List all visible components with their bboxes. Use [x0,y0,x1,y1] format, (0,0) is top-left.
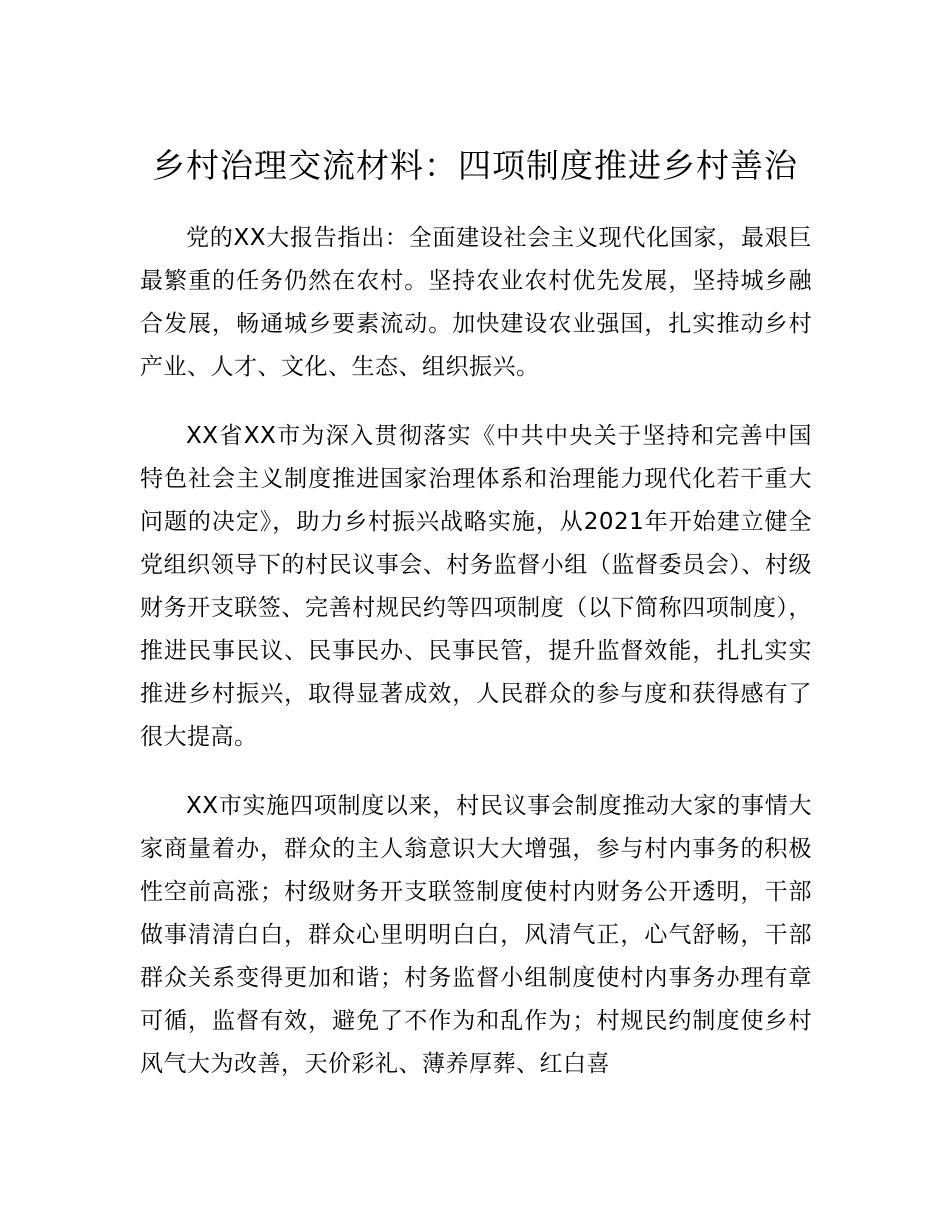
document-body [140,217,812,1112]
document-title: 乡村治理交流材料：四项制度推进乡村善治 [152,146,798,185]
paragraph-3: XX市实施四项制度以来，村民议事会制度推动大家的事情大家商量着办，群众的主人翁意识大大增强，参与村内事务的积极性空前高涨；村级财务开支联签制度使村内财务公开透明，干部做事清清白白，群众心里明明白白，风清气正，心气舒畅，干部群众关系变得更加和谐；村务监督小组制度使村内事务办理有章可循，监督有效，避免了不作为和乱作为；村规民约制度使乡村风气大为改善，天价彩礼、薄养厚葬、红白喜 [140,793,812,1077]
paragraph-1: 党的XX大报告指出：全面建设社会主义现代化国家，最艰巨最繁重的任务仍然在农村。坚持农业农村优先发展，坚持城乡融合发展，畅通城乡要素流动。加快建设农业强国，扎实推动乡村产业、人才、文化、生态、组织振兴。 [140,225,812,380]
paragraph-2: XX省XX市为深入贯彻落实《中共中央关于坚持和完善中国特色社会主义制度推进国家治理体系和治理能力现代化若干重大问题的决定》，助力乡村振兴战略实施，从2021年开始建立健全党组织领导下的村民议事会、村务监督小组（监督委员会）、村级财务开支联签、完善村规民约等四项制度（以下简称四项制度），推进民事民议、民事民办、民事民管，提升监督效能，扎扎实实推进乡村振兴，取得显著成效，人民群众的参与度和获得感有了很大提高。 [140,423,812,750]
